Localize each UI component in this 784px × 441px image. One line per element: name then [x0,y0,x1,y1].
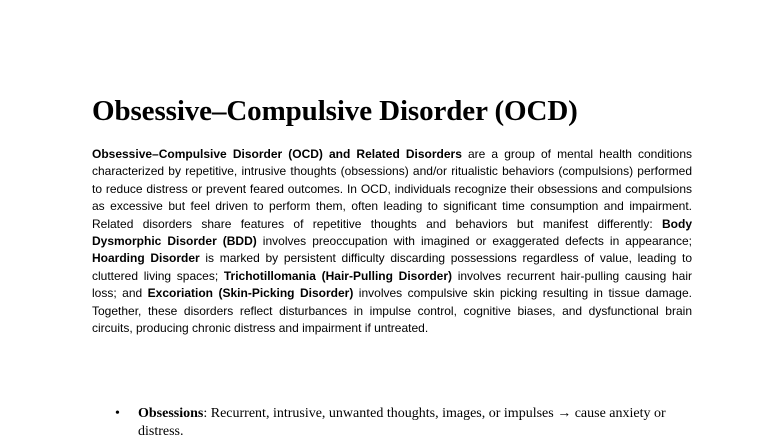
intro-text-5: involves compulsive skin picking resulting in tissue damage. Together, these disorders reflect disturbances in impulse control, cognitive biases, and dysfunctional brain circuits, producing chronic distress and impairment if untreated. [92,286,692,336]
list-item [92,405,692,441]
page-title: Obsessive–Compulsive Disorder (OCD) [92,95,578,127]
bullet-text: : Recurrent, intrusive, unwanted thoughts, images, or impulses → cause anxiety or distress. [138,406,666,439]
bullet-list [92,405,692,441]
bullet-marker: • [115,406,120,421]
intro-text-3: is marked by persistent difficulty discarding possessions regardless of value, leading to cluttered living spaces; [92,251,692,283]
intro-bdd-term: Body Dysmorphic Disorder (BDD) [92,216,692,249]
intro-text-4: involves recurrent hair-pulling causing hair loss; and [92,268,693,301]
intro-trichotillomania-term: Trichotillomania (Hair-Pulling Disorder) [223,268,452,283]
intro-hoarding-term: Hoarding Disorder [92,251,200,266]
intro-text-1: are a group of mental health conditions characterized by repetitive, intrusive thoughts (obsessions) and/or ritualistic behaviors (compulsions) performed to reduce distress or prevent feared outcomes. In OCD, individuals recognize their obsessions and compulsions as excessive but feel driven to perform them, often leading to significant time consumption and impairment. Related disorders share features of repetitive thoughts and behaviors but manifest differently: [92,147,693,231]
intro-excoriation-term: Excoriation (Skin-Picking Disorder) [147,286,354,301]
intro-ocd-term: Obsessive–Compulsive Disorder (OCD) and Related Disorders [92,147,462,161]
intro-text-2: involves preoccupation with imagined or exaggerated defects in appearance; [256,234,692,249]
intro-paragraph [92,146,692,337]
bullet-term: Obsessions [138,406,204,421]
